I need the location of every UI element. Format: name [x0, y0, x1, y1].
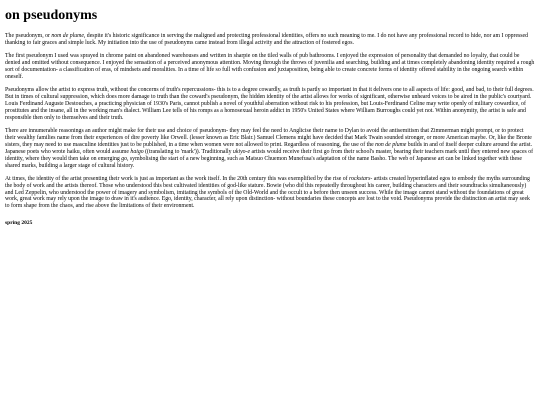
paragraph — [5, 176, 535, 211]
italic-term: ukiyo-e — [233, 148, 251, 155]
paragraph — [5, 87, 535, 122]
text-run: ((translating to 'mark')). Traditionally — [143, 148, 233, 155]
body-text — [5, 33, 535, 210]
italic-term: rockstars — [349, 175, 371, 182]
italic-term: haigo — [130, 148, 144, 155]
text-run: artists would receive their first go from their school's master, bearing their teachers mark until they entered new spaces of identity, where they would then take on emerging — [5, 148, 534, 162]
paragraph — [5, 33, 535, 47]
italic-term: nom de plume — [51, 33, 84, 40]
italic-term: go — [121, 155, 128, 162]
text-run: builds in and of itself deeper culture around the artist. Japanese poets who wrote haiku, often would assume — [5, 141, 533, 155]
text-run: Pseudonyms allow the artist to express truth, without the concerns of truth's repercussions- this is to a degree cowardly, as truth is partly so important in that it delivers one to all aspects of life: good, and bad, to their full degrees. But in times of cultural suppression, which does more damage to truth than the coward's pseudonym, the hidden identity of the artist allows for works of significant, otherwise unheard voices to be aired in the public's courtyard. Louis Ferdinand Auguste Destouches, a practicing physician of 1930's Paris, cannot publish a novel of youthful aberration without risk to his profession, but Louis-Ferdinand Celine may write openly of military cowardice, of prostitutes and the insane, all in the working man's dialect. William Lee tells of his romps as a homosexual heroin addict in 1950's United States where William Burroughs could yet not. Within anonymity, the artist is safe and responsible then only to themselves and their truth. — [5, 87, 534, 121]
italic-term: non de plume — [375, 141, 407, 148]
date-footer: spring 2025 — [5, 220, 33, 227]
paragraph — [5, 128, 535, 170]
text-run: The pseudonym, or — [5, 33, 52, 40]
text-run: At times, the identity of the artist presenting their work is just as important as the work itself. In the 20th century this was exemplified by the rise of — [5, 175, 350, 182]
page-title: on pseudonyms — [5, 8, 98, 23]
text-run: There are innumerable reasonings an author might make for their use and choice of pseudonym- they may feel the need to Anglicise their name to Dylan to avoid the antisemitism that Zimmerman might prompt, or to protect their wealthy families name from their experiences of dire poverty like Orwell. (lesser known as Eric Blair.) Samuel Clemens might have decided that Mark Twain sounded stronger, or more American maybe. Or, like the Bronte sisters, they may need to use masculine identities just to be published, in a time when women were not allowed to print. Regardless of reasoning, the use of the — [5, 127, 532, 148]
text-run: , symbolising the start of a new beginning, such as Matsuo Chuemon Munefusa's adaptation of the name Basho. The web of Japanese art can be linked together with these shared marks, building a larger stage of cultural history. — [5, 155, 522, 169]
text-run: , despite it's historic significance in serving the maligned and protecting professional identities, offers no such meaning to me. I do not have any professional record to hide, nor am I oppressed thanking to fair graces and simple luck. My initiation into the use of pseudonyms came instead from illegal activity and the attraction of fostered egos. — [5, 33, 529, 47]
paragraph — [5, 53, 535, 81]
text-run: - artists created hyperinflated egos to embody the myths surrounding the body of work and the artists thereof. Those who understood this best cultivated identities of god-like stature. Bowie (who did this repeatedly throughout his career, building characters and their soundtracks simultaneously) and Led Zeppelin, who understood the power of imagery and symbolism, imitating the symbols of the Old-World and the occult to a before then unseen success. While the image cannot stand without the foundations of great work, great work may rely upon the image to draw in it's audience. Ego, identity, character, all rely upon distinction- without boundaries these concepts are lost to the void. Pseudonyms provide the distinction an artist may seek to form shape from the chaos, and rise above the limitations of their environment. — [5, 175, 530, 210]
text-run: The first pseudonym I used was sprayed in chrome paint on abandoned warehouses and written in sharpie on the tiled walls of pub bathrooms. I enjoyed the expression of personality that demanded no loyalty, that could be denied and omitted without consequence. I enjoyed the sensation of a perceived anonymous attention. Moving through the throws of juvenilia and searching, building and at times completely abandoning identity required a rough sort of documentation- a classification of eras, of mindsets and moralities. In a time of life so full with confusion and juxtaposition, being able to create concrete forms of identity offered stability in the ongoing search within oneself. — [5, 53, 535, 81]
